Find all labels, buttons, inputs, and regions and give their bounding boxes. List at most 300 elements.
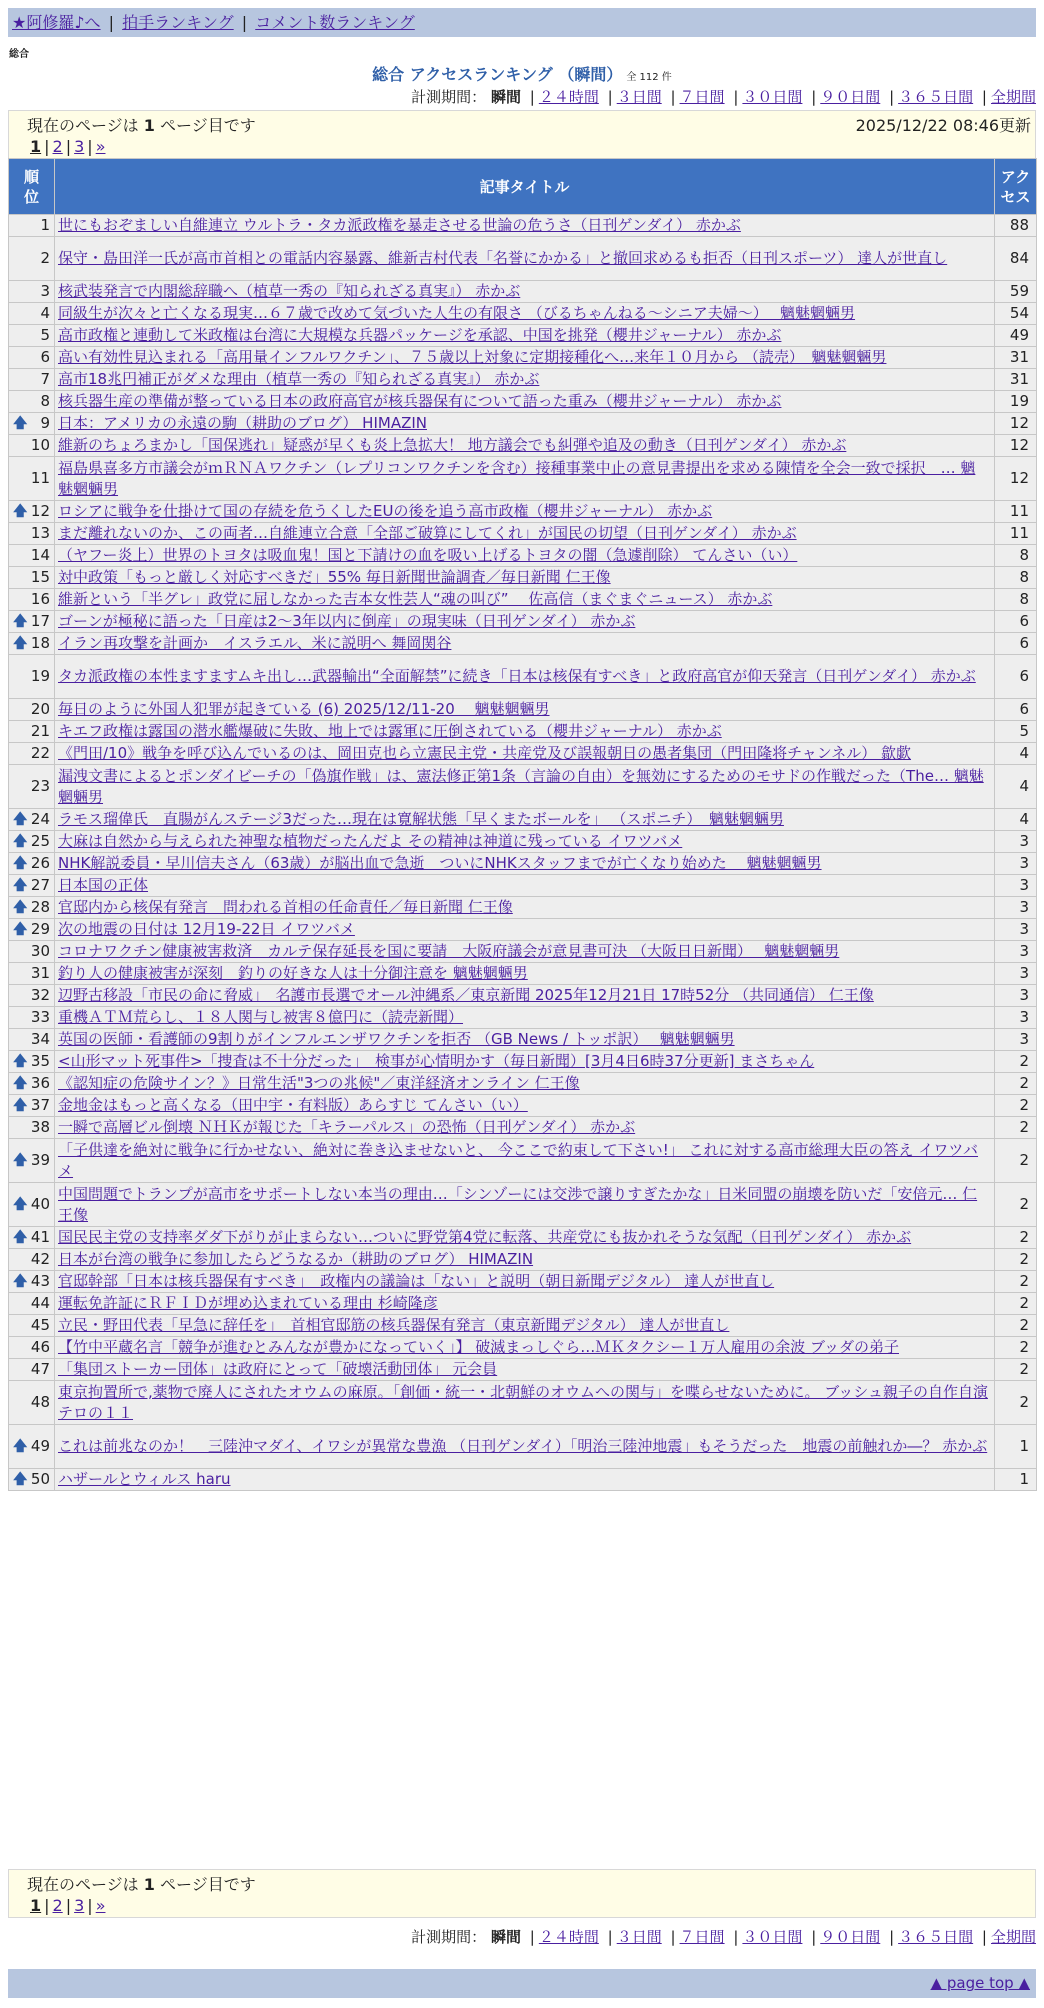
rank-cell — [9, 215, 55, 237]
access-count: 6 — [995, 611, 1037, 633]
title-cell — [55, 743, 995, 765]
article-title-link[interactable]: 日本が台湾の戦争に参加したらどうなるか（耕助のブログ） HIMAZIN — [58, 1250, 534, 1268]
table-row — [9, 1381, 1037, 1425]
rank-number: 17 — [30, 612, 50, 630]
table-row — [9, 985, 1037, 1007]
title-cell — [55, 1073, 995, 1095]
rank-number: 36 — [30, 1074, 50, 1092]
rank-cell — [9, 1315, 55, 1337]
rank-number: 31 — [30, 964, 50, 982]
rank-number: 43 — [30, 1272, 50, 1290]
access-count: 2 — [995, 1183, 1037, 1227]
table-row — [9, 1029, 1037, 1051]
access-count: 8 — [995, 589, 1037, 611]
access-count: 3 — [995, 941, 1037, 963]
access-count: 2 — [995, 1227, 1037, 1249]
rank-number: 39 — [30, 1151, 50, 1169]
table-row — [9, 1469, 1037, 1491]
table-row — [9, 1051, 1037, 1073]
rank-number: 22 — [30, 744, 50, 762]
article-title-link[interactable]: <山形マット死事件>「捜査は不十分だった」 検事が心情明かす（毎日新聞）[3月4日6時37分更新] まさちゃん — [58, 1052, 815, 1070]
article-title-link[interactable]: コロナワクチン健康被害救済 カルテ保存延長を国に要請 大阪府議会が意見書可決 （大阪日日新聞） 魑魅魍魎男 — [58, 942, 840, 960]
title-cell — [55, 897, 995, 919]
rank-cell — [9, 1293, 55, 1315]
page-prefix: 現在のページは — [27, 1875, 144, 1894]
table-row — [9, 743, 1037, 765]
rank-cell — [9, 721, 55, 743]
home-link[interactable]: ★阿修羅♪へ — [12, 13, 101, 32]
rank-number: 41 — [30, 1228, 50, 1246]
rank-number: 3 — [40, 282, 50, 300]
access-count: 4 — [995, 765, 1037, 809]
title-cell — [55, 963, 995, 985]
rank-cell — [9, 501, 55, 523]
table-row — [9, 413, 1037, 435]
rank-number: 45 — [30, 1316, 50, 1334]
rank-number: 9 — [40, 414, 50, 432]
period-separator: | — [981, 88, 987, 106]
top-nav-bar — [8, 8, 1036, 37]
rank-number: 15 — [30, 568, 50, 586]
title-cell — [55, 215, 995, 237]
pager-top: 1 | 2 | 3 | » — [30, 137, 106, 156]
page-info-top — [8, 110, 1036, 159]
article-title-link[interactable]: ゴーンが極秘に語った「日産は2〜3年以内に倒産」の現実味（日刊ゲンダイ） 赤かぶ — [58, 612, 636, 630]
pager-page-2[interactable]: 2 — [52, 1896, 63, 1915]
access-count: 31 — [995, 369, 1037, 391]
access-count: 2 — [995, 1139, 1037, 1183]
period-option-90d[interactable]: ９０日間 — [820, 1928, 881, 1946]
access-count: 2 — [995, 1271, 1037, 1293]
period-option-3d[interactable]: ３日間 — [616, 88, 662, 106]
rank-number: 19 — [30, 667, 50, 685]
period-separator: | — [981, 1928, 987, 1946]
item-count: 全 112 件 — [626, 72, 672, 83]
page-title: 総合 アクセスランキング （瞬間） — [372, 65, 623, 84]
pager-page-3[interactable]: 3 — [74, 1896, 85, 1915]
title-cell — [55, 457, 995, 501]
period-option-7d[interactable]: ７日間 — [679, 1928, 725, 1946]
rank-number: 24 — [30, 810, 50, 828]
article-title-link[interactable]: 【竹中平蔵名言「競争が進むとみんなが豊かになっていく」】 破滅まっしぐら…ＭＫタクシー１万人雇用の余波 ブッダの弟子 — [58, 1338, 899, 1356]
title-cell — [55, 875, 995, 897]
access-count: 6 — [995, 655, 1037, 699]
period-separator: | — [670, 1928, 676, 1946]
rank-number: 1 — [40, 216, 50, 234]
title-cell — [55, 589, 995, 611]
title-cell — [55, 1227, 995, 1249]
current-page-text — [27, 113, 256, 136]
section-label: 総合 — [9, 49, 29, 60]
rank-cell — [9, 1029, 55, 1051]
title-cell — [55, 655, 995, 699]
period-option-24h[interactable]: ２４時間 — [538, 88, 599, 106]
rank-cell — [9, 1271, 55, 1293]
title-cell — [55, 325, 995, 347]
access-count: 2 — [995, 1095, 1037, 1117]
table-row — [9, 1425, 1037, 1469]
table-row — [9, 831, 1037, 853]
table-row — [9, 963, 1037, 985]
title-cell — [55, 347, 995, 369]
period-option-365d[interactable]: ３６５日間 — [898, 88, 974, 106]
rank-cell — [9, 303, 55, 325]
period-option-30d[interactable]: ３０日間 — [742, 88, 803, 106]
article-title-link[interactable]: 福島県喜多方市議会がｍＲＮＡワクチン（レプリコンワクチンを含む）接種事業中止の意見書提出を求める陳情を全会一致で採択 … 魑魅魍魎男 — [58, 458, 976, 498]
access-count: 88 — [995, 215, 1037, 237]
article-title-link[interactable]: 保守・島田洋一氏が高市首相との電話内容暴露、維新吉村代表「名誉にかかる」と撤回求めるも拒否（日刊スポーツ） 達人が世直し — [58, 249, 948, 267]
title-cell — [55, 831, 995, 853]
pager-page-1[interactable]: 1 — [30, 137, 42, 156]
rank-cell — [9, 963, 55, 985]
article-title-link[interactable]: イラン再攻撃を計画か イスラエル、米に説明へ 舞岡関谷 — [58, 634, 452, 652]
rank-cell — [9, 413, 55, 435]
up-arrow-icon: 🡅 — [13, 1273, 28, 1289]
rank-number: 26 — [30, 854, 50, 872]
article-title-link[interactable]: 対中政策「もっと厳しく対応すべきだ」55% 毎日新聞世論調査／毎日新聞 仁王像 — [58, 568, 611, 586]
table-row — [9, 655, 1037, 699]
title-cell — [55, 941, 995, 963]
article-title-link[interactable]: 高市18兆円補正がダメな理由（植草一秀の『知られざる真実』） 赤かぶ — [58, 370, 540, 388]
article-title-link[interactable]: まだ離れないのか、この両者…自維連立合意「全部ご破算にしてくれ」が国民の切望（日刊ゲンダイ） 赤かぶ — [58, 524, 797, 542]
title-cell — [55, 1381, 995, 1425]
rank-number: 35 — [30, 1052, 50, 1070]
access-count: 3 — [995, 1007, 1037, 1029]
article-title-link[interactable]: 東京拘置所で,薬物で廃人にされたオウムの麻原。「創価・統一・北朝鮮のオウムへの関与」を喋らせないために。 ブッシュ親子の自作自演テロの１１ — [58, 1382, 988, 1422]
article-title-link[interactable]: 辺野古移設「市民の命に脅威」 名護市長選でオール沖縄系／東京新聞 2025年12月21日 17時52分 （共同通信） 仁王像 — [58, 986, 874, 1004]
rank-cell — [9, 347, 55, 369]
pager-next[interactable]: » — [95, 137, 106, 156]
period-current: 瞬間 — [490, 88, 521, 106]
period-option-3d[interactable]: ３日間 — [616, 1928, 662, 1946]
access-count: 3 — [995, 897, 1037, 919]
article-title-link[interactable]: 国民民主党の支持率ダダ下がりが止まらない…ついに野党第4党に転落、共産党にも抜かれそうな気配（日刊ゲンダイ） 赤かぶ — [58, 1228, 912, 1246]
pager-page-2[interactable]: 2 — [52, 137, 63, 156]
rank-number: 42 — [30, 1250, 50, 1268]
rank-cell — [9, 919, 55, 941]
rank-cell — [9, 1425, 55, 1469]
access-count: 2 — [995, 1293, 1037, 1315]
rank-number: 49 — [30, 1437, 50, 1455]
article-title-link[interactable]: タカ派政権の本性ますますムキ出し…武器輸出“全面解禁”に続き「日本は核保有すべき」と政府高官が仰天発言（日刊ゲンダイ） 赤かぶ — [58, 667, 976, 685]
up-arrow-icon: 🡅 — [13, 921, 28, 937]
period-label: 計測期間： — [411, 1928, 487, 1946]
rank-cell — [9, 1381, 55, 1425]
article-title-link[interactable]: 重機ＡＴＭ荒らし、１８人関与し被害８億円に（読売新聞） — [58, 1008, 464, 1026]
period-option-365d[interactable]: ３６５日間 — [898, 1928, 974, 1946]
article-title-link[interactable]: 高市政権と連動して米政権は台湾に大規模な兵器パッケージを承認、中国を挑発（櫻井ジャーナル） 赤かぶ — [58, 326, 782, 344]
rank-cell — [9, 457, 55, 501]
article-title-link[interactable]: 大麻は自然から与えられた神聖な植物だったんだよ その精神は神道に残っている イワツバメ — [58, 832, 683, 850]
table-row — [9, 589, 1037, 611]
access-count: 3 — [995, 831, 1037, 853]
current-page-number: 1 — [143, 1875, 155, 1894]
rank-number: 13 — [30, 524, 50, 542]
period-separator: | — [733, 1928, 739, 1946]
title-cell — [55, 303, 995, 325]
rank-cell — [9, 281, 55, 303]
comment-ranking-link[interactable]: コメント数ランキング — [255, 13, 415, 32]
article-title-link[interactable]: 釣り人の健康被害が深刻 釣りの好きな人は十分御注意を 魑魅魍魎男 — [58, 964, 528, 982]
access-count: 54 — [995, 303, 1037, 325]
period-separator: | — [889, 88, 895, 106]
header-rank — [9, 159, 55, 215]
article-title-link[interactable]: 漏洩文書によるとポンダイビーチの「偽旗作戦」は、憲法修正第1条（言論の自由）を無効にするためのモサドの作戦だった（The… 魑魅魍魎男 — [58, 766, 984, 806]
title-cell — [55, 501, 995, 523]
article-title-link[interactable]: 日本国の正体 — [58, 876, 149, 894]
title-cell — [55, 699, 995, 721]
table-row — [9, 611, 1037, 633]
title-cell — [55, 721, 995, 743]
pager-next[interactable]: » — [95, 1896, 106, 1915]
article-title-link[interactable]: 英国の医師・看護師の9割りがインフルエンザワクチンを拒否 （GB News / トッポ訳） 魑魅魍魎男 — [58, 1030, 735, 1048]
article-title-link[interactable]: NHK解説委員・早川信夫さん（63歳）が脳出血で急逝 ついにNHKスタッフまでが亡くなり始めた 魑魅魍魎男 — [58, 854, 822, 872]
rank-number: 37 — [30, 1096, 50, 1114]
article-title-link[interactable]: 中国問題でトランプが高市をサポートしない本当の理由…「シンゾーには交渉で譲りすぎたかな」日米同盟の崩壊を防いだ「安倍元… 仁王像 — [58, 1184, 978, 1224]
title-cell — [55, 1425, 995, 1469]
article-title-link[interactable]: 立民・野田代表「早急に辞任を」 首相官邸筋の核兵器保有発言（東京新聞デジタル） 達人が世直し — [58, 1316, 730, 1334]
rank-cell — [9, 1227, 55, 1249]
nav-separator: | — [108, 13, 115, 32]
table-row — [9, 765, 1037, 809]
access-count: 12 — [995, 435, 1037, 457]
page-suffix: ページ目です — [154, 1875, 256, 1894]
rank-number: 23 — [30, 777, 50, 795]
article-title-link[interactable]: 毎日のように外国人犯罪が起きている (6) 2025/12/11-20 魑魅魍魎男 — [58, 700, 550, 718]
up-arrow-icon: 🡅 — [13, 1229, 28, 1245]
rank-cell — [9, 567, 55, 589]
table-row — [9, 809, 1037, 831]
rank-number: 7 — [40, 370, 50, 388]
article-title-link[interactable]: 一瞬で高層ビル倒壊 ＮＨＫが報じた「キラーパルス」の恐怖（日刊ゲンダイ） 赤かぶ — [58, 1118, 636, 1136]
rank-cell — [9, 523, 55, 545]
table-row — [9, 237, 1037, 281]
access-count: 2 — [995, 1051, 1037, 1073]
table-row — [9, 721, 1037, 743]
article-title-link[interactable]: （ヤフー炎上）世界のトヨタは吸血鬼！国と下請けの血を吸い上げるトヨタの闇（急遽削除） てんさい（い） — [58, 546, 798, 564]
title-cell — [55, 1315, 995, 1337]
header-access-label: アクセス — [1000, 167, 1031, 206]
table-row — [9, 347, 1037, 369]
rank-number: 50 — [30, 1470, 50, 1488]
nav-separator: | — [241, 13, 248, 32]
table-row — [9, 1359, 1037, 1381]
period-separator: | — [607, 88, 613, 106]
rank-number: 40 — [30, 1195, 50, 1213]
access-count: 12 — [995, 413, 1037, 435]
up-arrow-icon: 🡅 — [13, 1053, 28, 1069]
period-option-30d[interactable]: ３０日間 — [742, 1928, 803, 1946]
title-cell — [55, 1117, 995, 1139]
access-count: 84 — [995, 237, 1037, 281]
access-count: 3 — [995, 919, 1037, 941]
current-page-text — [27, 1872, 256, 1895]
article-title-link[interactable]: 金地金はもっと高くなる（田中宇・有料版）あらすじ てんさい（い） — [58, 1096, 528, 1114]
article-title-link[interactable]: 日本：アメリカの永遠の駒（耕助のブログ） HIMAZIN — [58, 414, 427, 432]
title-cell — [55, 765, 995, 809]
rank-cell — [9, 809, 55, 831]
period-selector-bottom — [411, 1926, 1036, 1947]
period-option-all[interactable]: 全期間 — [990, 88, 1036, 106]
updated-timestamp: 2025/12/22 08:46更新 — [855, 116, 1031, 135]
rank-number: 10 — [30, 436, 50, 454]
access-count: 8 — [995, 545, 1037, 567]
article-title-link[interactable]: 次の地震の日付は 12月19-22日 イワツバメ — [58, 920, 355, 938]
rank-cell — [9, 985, 55, 1007]
period-separator: | — [811, 88, 817, 106]
header-access — [995, 159, 1037, 215]
rank-number: 2 — [40, 249, 50, 267]
rank-number: 5 — [40, 326, 50, 344]
article-title-link[interactable]: 同級生が次々と亡くなる現実…６７歳で改めて気づいた人生の有限さ （びるちゃんねる〜シニア夫婦〜） 魑魅魍魎男 — [58, 304, 856, 322]
article-title-link[interactable]: 《門田/10》戦争を呼び込んでいるのは、岡田克也ら立憲民主党・共産党及び誤報朝日の愚者集団（門田隆将チャンネル） 歙歔 — [58, 744, 912, 762]
title-cell — [55, 523, 995, 545]
article-title-link[interactable]: 《認知症の危険サイン？》日常生活"3つの兆候"／東洋経済オンライン 仁王像 — [58, 1074, 580, 1092]
up-arrow-icon: 🡅 — [13, 635, 28, 651]
rank-cell — [9, 765, 55, 809]
rank-cell — [9, 391, 55, 413]
access-count: 2 — [995, 1073, 1037, 1095]
period-separator: | — [811, 1928, 817, 1946]
page-title-line — [0, 62, 1044, 85]
access-count: 3 — [995, 1029, 1037, 1051]
article-title-link[interactable]: ロシアに戦争を仕掛けて国の存続を危うくしたEUの後を追う高市政権（櫻井ジャーナル） 赤かぶ — [58, 502, 713, 520]
rank-number: 20 — [30, 700, 50, 718]
table-row — [9, 919, 1037, 941]
rank-cell — [9, 611, 55, 633]
title-cell — [55, 1095, 995, 1117]
article-title-link[interactable]: 運転免許証にＲＦＩＤが埋め込まれている理由 杉崎隆彦 — [58, 1294, 438, 1312]
table-row — [9, 215, 1037, 237]
access-count: 2 — [995, 1315, 1037, 1337]
period-separator: | — [670, 88, 676, 106]
rank-cell — [9, 1139, 55, 1183]
clap-ranking-link[interactable]: 拍手ランキング — [122, 13, 234, 32]
article-title-link[interactable]: 「集団ストーカー団体」は政府にとって「破壊活動団体」 元会員 — [58, 1360, 498, 1378]
title-cell — [55, 809, 995, 831]
article-title-link[interactable]: 維新という「半グレ」政党に屈しなかった吉本女性芸人“魂の叫び” 佐高信（まぐまぐニュース） 赤かぶ — [58, 590, 773, 608]
table-row — [9, 1183, 1037, 1227]
article-title-link[interactable]: 官邸内から核保有発言 問われる首相の任命責任／毎日新聞 仁王像 — [58, 898, 513, 916]
rank-cell — [9, 897, 55, 919]
access-count: 2 — [995, 1337, 1037, 1359]
article-title-link[interactable]: 「子供達を絶対に戦争に行かせない、絶対に巻き込ませないと、 今ここで約束して下さい!」 これに対する高市総理大臣の答え イワツバメ — [58, 1140, 979, 1180]
period-option-all[interactable]: 全期間 — [990, 1928, 1036, 1946]
up-arrow-icon: 🡅 — [13, 899, 28, 915]
rank-number: 48 — [30, 1393, 50, 1411]
period-option-90d[interactable]: ９０日間 — [820, 88, 881, 106]
up-arrow-icon: 🡅 — [13, 833, 28, 849]
article-title-link[interactable]: 世にもおぞましい自維連立 ウルトラ・タカ派政権を暴走させる世論の危うさ（日刊ゲンダイ） 赤かぶ — [58, 216, 741, 234]
article-title-link[interactable]: ラモス瑠偉氏 直腸がんステージ3だった…現在は寛解状態「早くまたボールを」 （スポニチ） 魑魅魍魎男 — [58, 810, 784, 828]
table-row — [9, 545, 1037, 567]
rank-number: 33 — [30, 1008, 50, 1026]
page-suffix: ページ目です — [154, 116, 256, 135]
rank-cell — [9, 325, 55, 347]
title-cell — [55, 545, 995, 567]
table-row — [9, 369, 1037, 391]
article-title-link[interactable]: 官邸幹部「日本は核兵器保有すべき」 政権内の議論は「ない」と説明（朝日新聞デジタル） 達人が世直し — [58, 1272, 775, 1290]
title-cell — [55, 1359, 995, 1381]
pager-page-1[interactable]: 1 — [30, 1896, 42, 1915]
rank-cell — [9, 545, 55, 567]
table-row — [9, 1139, 1037, 1183]
period-option-24h[interactable]: ２４時間 — [538, 1928, 599, 1946]
title-cell — [55, 1007, 995, 1029]
table-row — [9, 391, 1037, 413]
period-separator: | — [529, 1928, 535, 1946]
article-title-link[interactable]: 核兵器生産の準備が整っている日本の政府高官が核兵器保有について語った重み（櫻井ジャーナル） 赤かぶ — [58, 392, 782, 410]
rank-cell — [9, 1249, 55, 1271]
rank-cell — [9, 699, 55, 721]
title-cell — [55, 1337, 995, 1359]
rank-number: 47 — [30, 1360, 50, 1378]
title-cell — [55, 1029, 995, 1051]
ranking-table — [8, 158, 1037, 1491]
access-count: 2 — [995, 1359, 1037, 1381]
footer-bar — [8, 1969, 1036, 1998]
table-row — [9, 853, 1037, 875]
up-arrow-icon: 🡅 — [13, 855, 28, 871]
up-arrow-icon: 🡅 — [13, 877, 28, 893]
title-cell — [55, 1469, 995, 1491]
rank-cell — [9, 369, 55, 391]
access-count: 2 — [995, 1381, 1037, 1425]
title-cell — [55, 633, 995, 655]
article-title-link[interactable]: キエフ政権は露国の潜水艦爆破に失敗、地上では露軍に圧倒されている（櫻井ジャーナル） 赤かぶ — [58, 722, 722, 740]
rank-number: 27 — [30, 876, 50, 894]
pager-page-3[interactable]: 3 — [74, 137, 85, 156]
rank-cell — [9, 831, 55, 853]
rank-cell — [9, 1183, 55, 1227]
article-title-link[interactable]: 核武装発言で内閣総辞職へ（植草一秀の『知られざる真実』） 赤かぶ — [58, 282, 521, 300]
table-row — [9, 567, 1037, 589]
article-title-link[interactable]: これは前兆なのか！ 三陸沖マダイ、イワシが異常な豊漁 （日刊ゲンダイ）「明治三陸沖地震」もそうだった 地震の前触れか―？ 赤かぶ — [58, 1437, 988, 1455]
period-separator: | — [889, 1928, 895, 1946]
table-row — [9, 699, 1037, 721]
rank-number: 12 — [30, 502, 50, 520]
rank-number: 8 — [40, 392, 50, 410]
rank-number: 28 — [30, 898, 50, 916]
up-arrow-icon: 🡅 — [13, 1438, 28, 1454]
title-cell — [55, 435, 995, 457]
table-row — [9, 1095, 1037, 1117]
rank-cell — [9, 435, 55, 457]
title-cell — [55, 237, 995, 281]
rank-number: 34 — [30, 1030, 50, 1048]
access-count: 5 — [995, 721, 1037, 743]
access-count: 4 — [995, 743, 1037, 765]
period-separator: | — [529, 88, 535, 106]
up-arrow-icon: 🡅 — [13, 1097, 28, 1113]
page-top-link[interactable]: ▲ page top ▲ — [930, 1974, 1030, 1992]
article-title-link[interactable]: ハザールとウィルス haru — [58, 1470, 231, 1488]
rank-cell — [9, 1359, 55, 1381]
period-option-7d[interactable]: ７日間 — [679, 88, 725, 106]
table-row — [9, 281, 1037, 303]
up-arrow-icon: 🡅 — [13, 415, 28, 431]
table-row — [9, 1337, 1037, 1359]
rank-number: 16 — [30, 590, 50, 608]
article-title-link[interactable]: 高い有効性見込まれる「高用量インフルワクチン」、７５歳以上対象に定期接種化へ…来年１０月から （読売） 魑魅魍魎男 — [58, 348, 887, 366]
table-row — [9, 1007, 1037, 1029]
rank-cell — [9, 1469, 55, 1491]
rank-cell — [9, 853, 55, 875]
article-title-link[interactable]: 維新のちょろまかし「国保逃れ」疑惑が早くも炎上急拡大！ 地方議会でも糾弾や追及の動き（日刊ゲンダイ） 赤かぶ — [58, 436, 847, 454]
up-arrow-icon: 🡅 — [13, 1471, 28, 1487]
title-cell — [55, 611, 995, 633]
period-current: 瞬間 — [490, 1928, 521, 1946]
